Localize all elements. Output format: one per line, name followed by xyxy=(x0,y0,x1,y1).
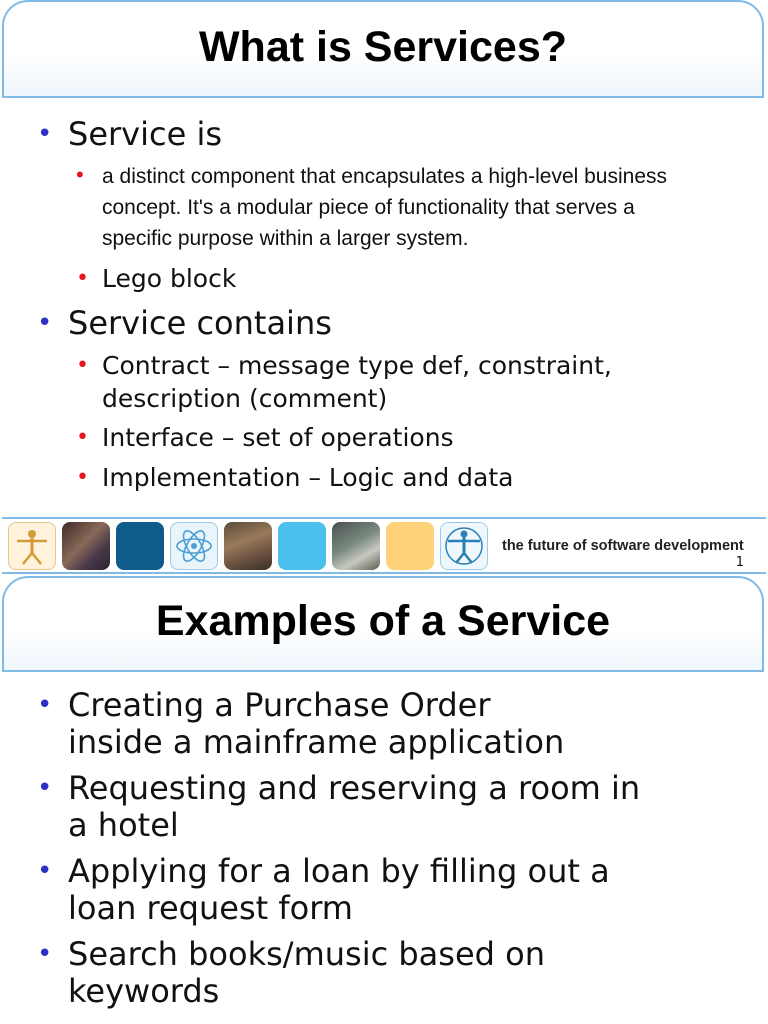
sub-bullet-text: Contract – message type def, constraint, description (comment) xyxy=(102,351,612,413)
bullet-item xyxy=(0,687,568,761)
bullet-dot-icon: • xyxy=(37,939,53,969)
vitruvian-circle-icon xyxy=(440,522,488,570)
bullet-item xyxy=(0,305,768,342)
bullet-list xyxy=(0,687,768,1010)
bullet-dot-icon: • xyxy=(37,690,53,720)
bullet-text: Applying for a loan by filling out a loan request form xyxy=(68,852,610,927)
sub-bullet-text: Interface – set of operations xyxy=(102,423,454,452)
presenter-photo xyxy=(224,522,272,570)
bullet-item xyxy=(0,936,648,1010)
bullet-dot-icon: • xyxy=(37,773,53,803)
vitruvian-man-icon xyxy=(8,522,56,570)
sub-bullet-item xyxy=(0,349,622,415)
bullet-dot-icon: • xyxy=(76,353,89,378)
page-number: 1 xyxy=(735,555,744,570)
bullet-dot-icon: • xyxy=(76,266,89,291)
bullet-text: Service contains xyxy=(68,304,332,342)
bullet-item xyxy=(0,116,768,153)
bullet-dot-icon: • xyxy=(37,856,53,886)
bullet-item xyxy=(0,770,648,844)
sub-bullet-item xyxy=(0,161,672,254)
bullet-text: Service is xyxy=(68,115,222,153)
audience-photo xyxy=(62,522,110,570)
bullet-text: Search books/music based on keywords xyxy=(68,935,545,1010)
bullet-dot-icon: • xyxy=(76,162,84,187)
sub-bullet-text: Lego block xyxy=(102,264,237,293)
sub-bullet-text: a distinct component that encapsulates a high-level business concept. It's a modular piece of functionality that serves a specific purpose within a larger system. xyxy=(102,165,668,250)
yellow-square-tile xyxy=(386,522,434,570)
sub-bullet-item xyxy=(0,461,768,494)
bullet-dot-icon: • xyxy=(76,465,89,490)
slide-title-bar xyxy=(2,0,764,98)
bullet-list xyxy=(0,116,768,494)
laptop-user-photo xyxy=(332,522,380,570)
light-blue-square-tile xyxy=(278,522,326,570)
slide-2 xyxy=(0,576,768,1024)
bullet-dot-icon: • xyxy=(37,308,53,338)
footer-tagline: the future of software development xyxy=(502,537,744,554)
bullet-text: Requesting and reserving a room in a hotel xyxy=(68,769,641,844)
atom-icon xyxy=(170,522,218,570)
footer-banner xyxy=(2,517,766,574)
blue-square-tile xyxy=(116,522,164,570)
sub-bullet-item xyxy=(0,262,768,295)
slide-title: Examples of a Service xyxy=(155,596,611,645)
sub-bullet-text: Implementation – Logic and data xyxy=(102,463,514,492)
slide-title: What is Services? xyxy=(198,22,568,71)
bullet-item xyxy=(0,853,648,927)
slide-title-bar xyxy=(2,576,764,672)
sub-bullet-item xyxy=(0,421,768,454)
bullet-dot-icon: • xyxy=(37,119,53,149)
bullet-text: Creating a Purchase Order inside a mainframe application xyxy=(68,686,565,761)
bullet-dot-icon: • xyxy=(76,425,89,450)
